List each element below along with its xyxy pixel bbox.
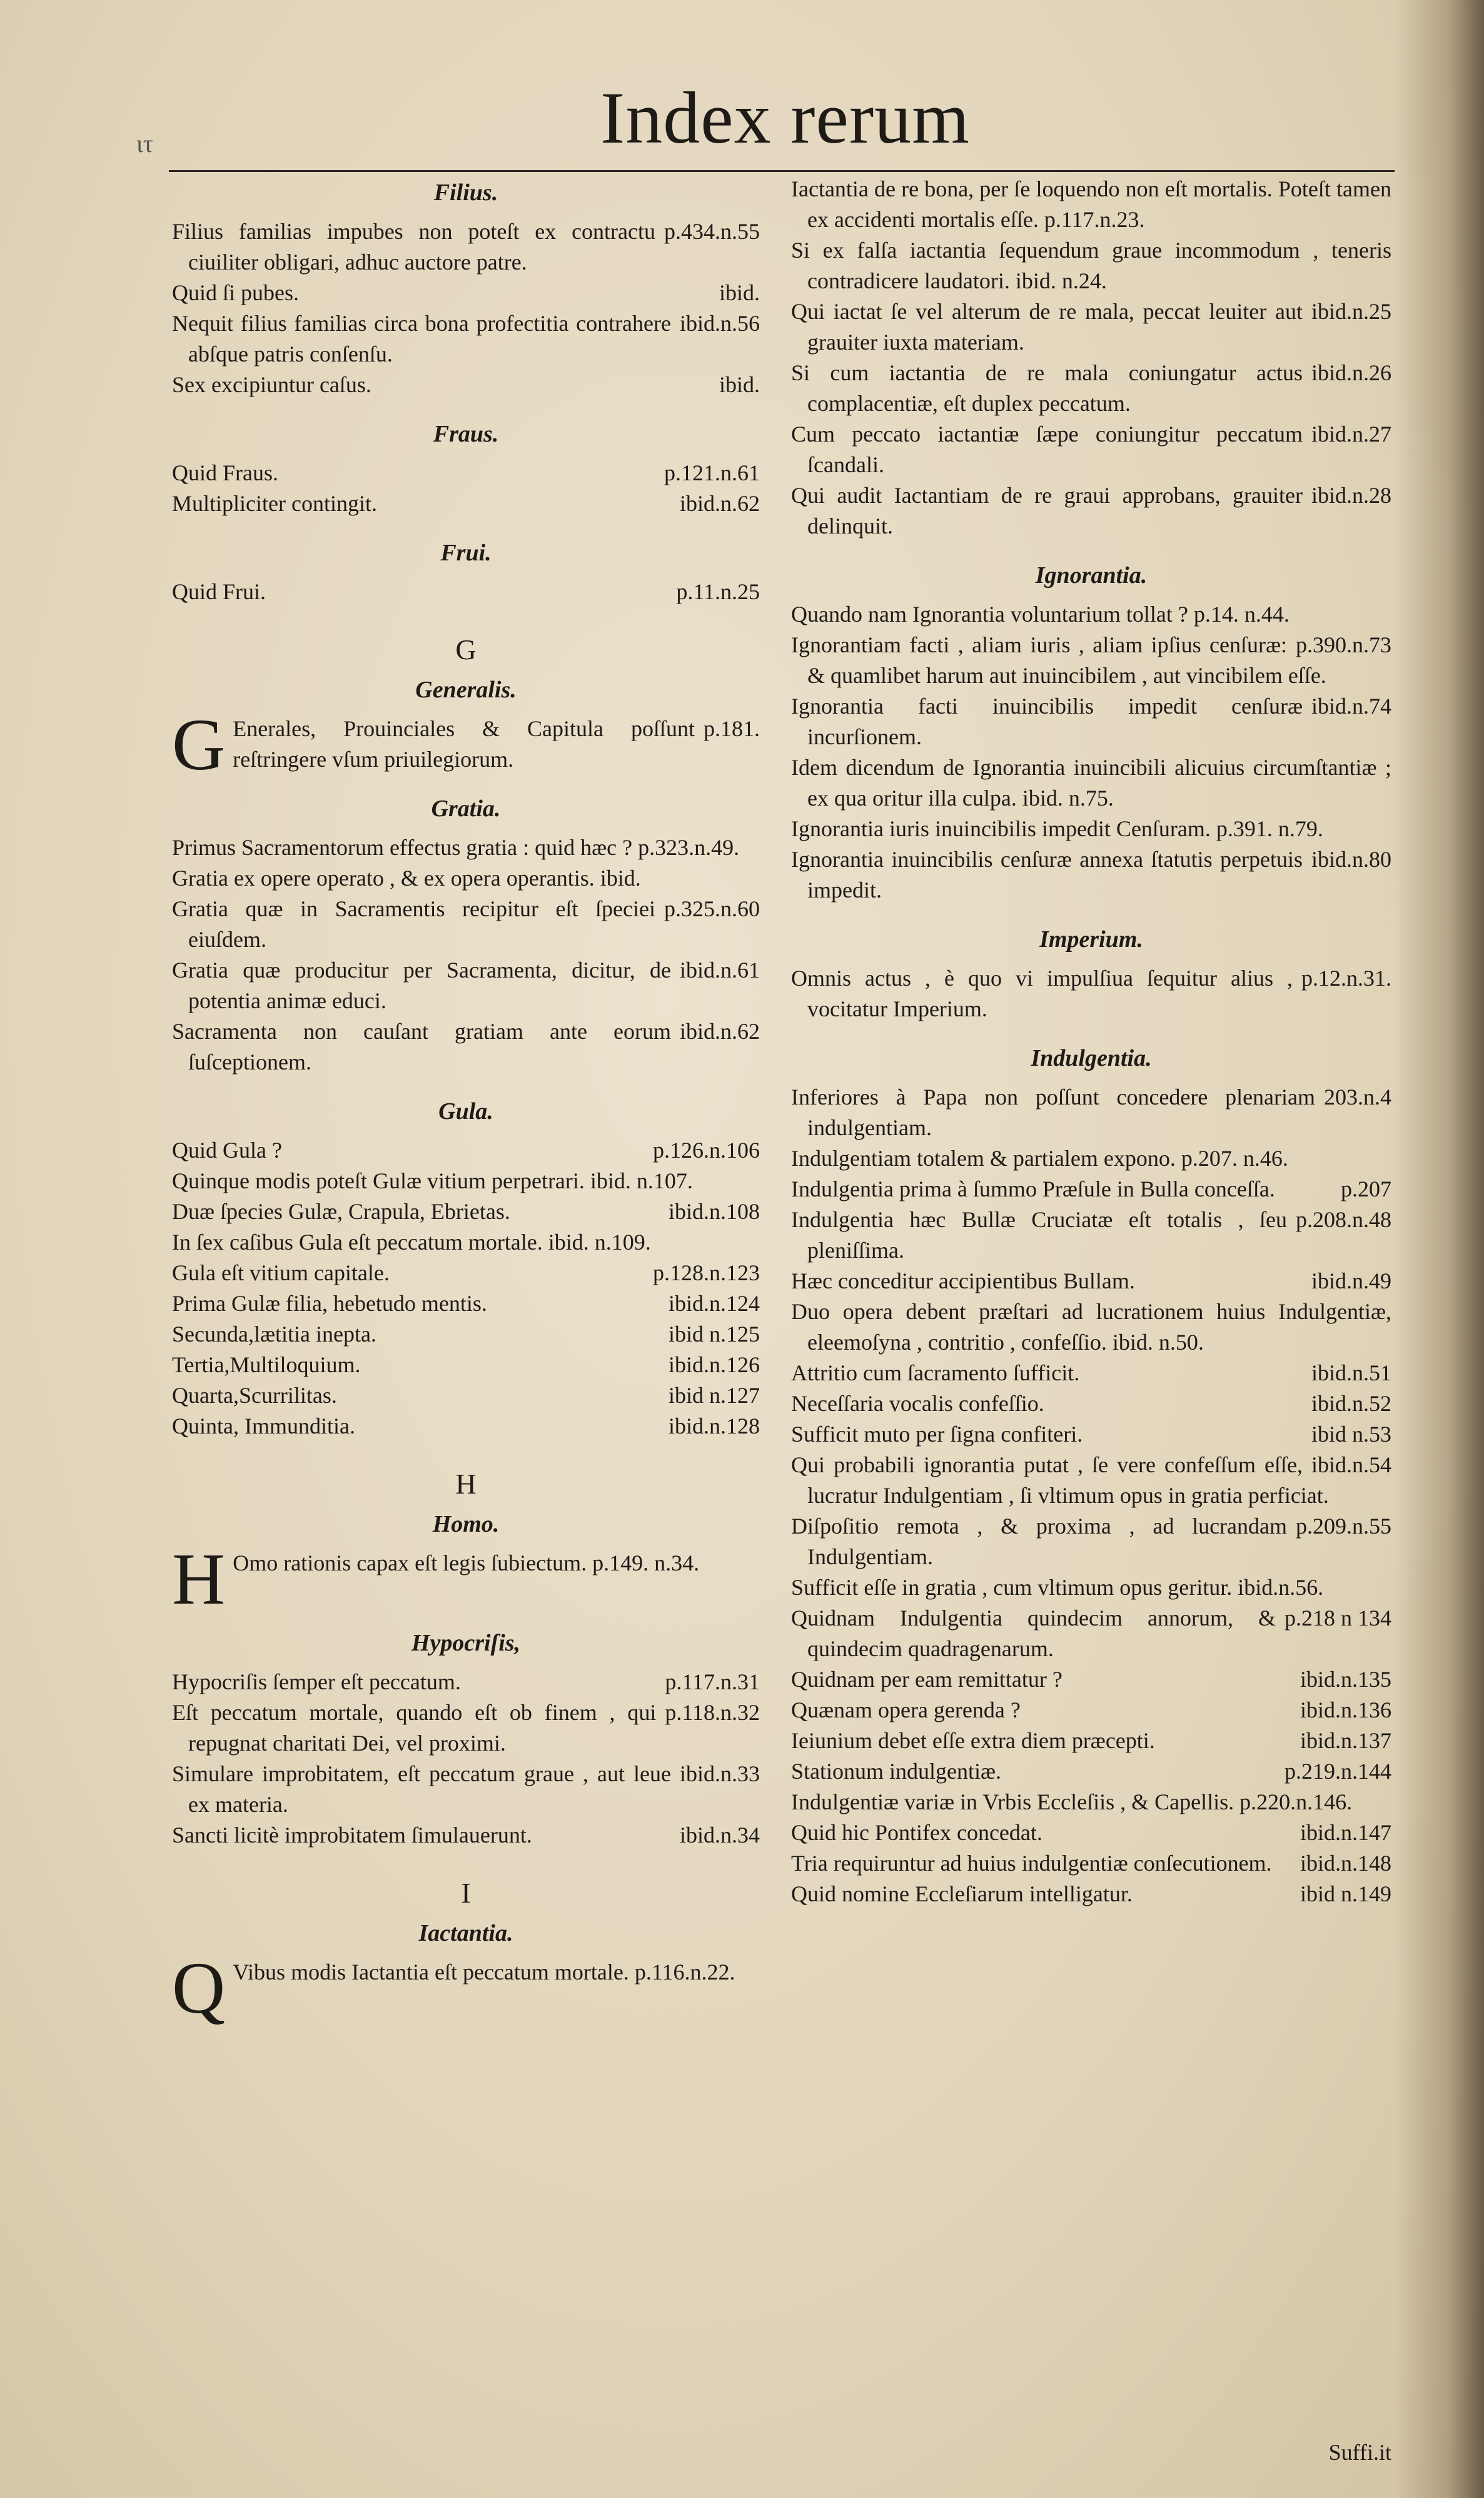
page-reference: p.219.n.144 (1285, 1759, 1391, 1784)
entry-text: Prima Gulæ filia, hebetudo mentis. (172, 1291, 487, 1316)
page-reference: ibid.n.54 (1311, 1452, 1391, 1477)
right-column (791, 174, 1391, 1924)
index-entry (791, 1358, 1391, 1388)
page-reference: ibid.n.147 (1300, 1820, 1391, 1845)
index-entry (172, 1166, 760, 1196)
page-reference: ibid.n.56 (679, 311, 760, 336)
left-column (172, 174, 760, 2033)
entry-text: Quinta, Immunditia. (172, 1413, 355, 1439)
entry-text: Primus Sacramentorum effectus gratia : quid hæc ? p.323.n.49. (172, 835, 740, 860)
entry-text: Sufficit muto per ſigna confiteri. (791, 1422, 1083, 1447)
entry-text: Si cum iactantia de re mala coniungatur actus complacentiæ, eſt duplex peccatum. (791, 360, 1303, 416)
section-gap (172, 1078, 760, 1093)
index-entry (791, 1205, 1391, 1266)
index-entry (172, 1820, 760, 1851)
entry-text: Multipliciter contingit. (172, 491, 377, 516)
index-entry (791, 1818, 1391, 1848)
entry-text: Sufficit eſſe in gratia , cum vltimum opus geritur. ibid.n.56. (791, 1575, 1324, 1600)
page-reference: p.325.n.60 (664, 896, 760, 921)
index-section (172, 631, 760, 669)
entry-text: Vibus modis Iactantia eſt peccatum mortale. p.116.n.22. (233, 1959, 735, 1985)
page-edge-shadow (1395, 0, 1484, 2498)
index-entry (172, 458, 760, 488)
section-heading: Homo. (432, 1511, 500, 1537)
section-heading: Ignorantia. (1035, 562, 1148, 589)
entry-text: Ignorantiam facti , aliam iuris , aliam ipſius cenſuræ: & quamlibet harum aut inuincibilem , aut vincibilem eſſe. (791, 632, 1326, 688)
section-gap (172, 1609, 760, 1624)
entry-text: Quidnam per eam remittatur ? (791, 1667, 1063, 1692)
index-entry (172, 1538, 760, 1620)
entry-text: Tertia,Multiloquium. (172, 1352, 361, 1377)
page-reference: p.390.n.73 (1296, 632, 1391, 657)
index-entry (791, 1879, 1391, 1909)
drop-cap: H (172, 1538, 226, 1620)
entry-text: Indulgentiæ variæ in Vrbis Eccleſiis , & Capellis. p.220.n.146. (791, 1789, 1353, 1814)
index-entry (791, 174, 1391, 235)
page-title: Index rerum (600, 77, 970, 159)
page-reference: ibid n.127 (668, 1383, 760, 1408)
page-reference: ibid.n.62 (679, 1019, 760, 1044)
entry-text: Quid Fraus. (172, 460, 278, 485)
index-entry (172, 1288, 760, 1319)
index-entry (172, 1196, 760, 1227)
entry-text: Quid nomine Eccleſiarum intelligatur. (791, 1881, 1133, 1906)
entry-text: Tria requiruntur ad huius indulgentiæ conſecutionem. (791, 1851, 1272, 1876)
page-reference: p.434.n.55 (664, 219, 760, 244)
index-entry (172, 1227, 760, 1258)
entry-text: Duo opera debent præſtari ad lucrationem huius Indulgentiæ, eleemoſyna , contritio , confeſſio. ibid. n.50. (791, 1299, 1391, 1355)
index-entry (791, 691, 1391, 752)
entry-text: Quidnam Indulgentia quindecim annorum, & quindecim quadragenarum. (791, 1605, 1276, 1661)
page-reference: p.218 n 134 (1285, 1605, 1391, 1631)
section-gap (172, 400, 760, 415)
index-section (172, 1095, 760, 1457)
entry-text: Indulgentia hæc Bullæ Cruciatæ eſt totalis , ſeu pleniſſima. (791, 1207, 1287, 1263)
index-entry (791, 296, 1391, 358)
index-entry (791, 1848, 1391, 1879)
page-reference: ibid.n.108 (668, 1199, 760, 1224)
page-reference: p.209.n.55 (1296, 1514, 1391, 1539)
index-entry (172, 1380, 760, 1411)
page-reference: ibid.n.74 (1311, 694, 1391, 719)
index-entry (172, 1697, 760, 1759)
entry-text: Ignorantia iuris inuincibilis impedit Cenſuram. p.391. n.79. (791, 816, 1323, 841)
index-entry (172, 1759, 760, 1820)
index-section (172, 1508, 760, 1624)
entry-text: In ſex caſibus Gula eſt peccatum mortale. ibid. n.109. (172, 1230, 651, 1255)
entry-text: Idem dicendum de Ignorantia inuincibili alicuius circumſtantiæ ; ex qua oritur illa culpa. ibid. n.75. (791, 755, 1391, 811)
section-gap (172, 1442, 760, 1457)
page-reference: ibid.n.128 (668, 1413, 760, 1439)
entry-text: Iactantia de re bona, per ſe loquendo non eſt mortalis. Poteſt tamen ex accidenti mortalis eſſe. p.117.n.23. (791, 176, 1391, 232)
section-heading: Indulgentia. (1031, 1045, 1152, 1071)
entry-text: Gratia quæ producitur per Sacramenta, dicitur, de potentia animæ educi. (172, 958, 671, 1013)
index-entry (791, 1082, 1391, 1143)
entry-text: Si ex falſa iactantia ſequendum graue incommodum , teneris contradicere laudatori. ibid. n.24. (791, 238, 1391, 293)
entry-text: Qui probabili ignorantia putat , ſe vere confeſſum eſſe, lucratur Indulgentiam , ſi vltimum opus in gratia perficiat. (791, 1452, 1329, 1508)
section-heading: Imperium. (1039, 926, 1143, 953)
entry-text: Stationum indulgentiæ. (791, 1759, 1002, 1784)
entry-text: Ignorantia inuincibilis cenſuræ annexa ſtatutis perpetuis impedit. (791, 847, 1303, 903)
index-entry (172, 488, 760, 519)
entry-text: Nequit filius familias circa bona profectitia contrahere abſque patris conſenſu. (172, 311, 671, 367)
index-section (791, 923, 1391, 1039)
page-reference: p.11.n.25 (676, 579, 760, 604)
entry-text: Omo rationis capax eſt legis ſubiectum. p.149. n.34. (233, 1550, 700, 1575)
index-entry (172, 894, 760, 955)
index-entry (791, 844, 1391, 906)
section-gap (172, 775, 760, 790)
page-reference: ibid. (719, 280, 760, 305)
index-entry (791, 1695, 1391, 1726)
entry-text: Indulgentia prima à ſummo Præſule in Bulla conceſſa. (791, 1176, 1275, 1201)
index-entry (172, 1016, 760, 1078)
entry-text: Quid hic Pontifex concedat. (791, 1820, 1042, 1845)
entry-text: Quid Frui. (172, 579, 266, 604)
page-reference: ibid.n.28 (1311, 483, 1391, 508)
index-entry (172, 308, 760, 370)
page-reference: ibid.n.80 (1311, 847, 1391, 872)
index-section (791, 1042, 1391, 1924)
page-reference: p.207 (1341, 1176, 1391, 1201)
section-heading: Fraus. (433, 421, 499, 447)
index-entry (172, 863, 760, 894)
entry-text: Sancti licitè improbitatem ſimulauerunt. (172, 1823, 532, 1848)
section-heading: Gula. (438, 1098, 493, 1125)
section-letter: I (461, 1877, 471, 1909)
index-entry (172, 955, 760, 1016)
page-reference: ibid. (719, 372, 760, 397)
entry-text: Enerales, Prouinciales & Capitula poſſunt reſtringere vſum priuilegiorum. (233, 716, 695, 772)
page-reference: ibid.n.33 (679, 1761, 760, 1786)
index-entry (172, 577, 760, 607)
index-section (172, 1627, 760, 1866)
page-reference: p.121.n.61 (664, 460, 760, 485)
entry-text: Cum peccato iactantiæ ſæpe coniungitur peccatum ſcandali. (791, 422, 1303, 477)
entry-text: Gratia ex opere operato , & ex opera operantis. ibid. (172, 866, 641, 891)
entry-text: Sex excipiuntur caſus. (172, 372, 371, 397)
page-reference: ibid n.53 (1311, 1422, 1391, 1447)
section-gap (791, 1909, 1391, 1924)
section-heading: Iactantia. (418, 1920, 513, 1946)
index-entry (172, 1350, 760, 1380)
entry-text: Omnis actus , è quo vi impulſiua ſequitur alius , vocitatur Imperium. (791, 966, 1293, 1021)
entry-text: Ignorantia facti inuincibilis impedit cenſuræ incurſionem. (791, 694, 1303, 749)
entry-text: Qui audit Iactantiam de re graui approbans, grauiter delinquit. (791, 483, 1303, 539)
page-reference: 203.n.4 (1324, 1085, 1391, 1110)
index-entry (791, 1143, 1391, 1174)
index-entry (791, 963, 1391, 1024)
section-letter: G (455, 634, 477, 665)
corner-mark: ιτ (136, 129, 153, 158)
index-section (172, 674, 760, 790)
index-section (172, 537, 760, 622)
entry-text: Sacramenta non cauſant gratiam ante eorum ſuſceptionem. (172, 1019, 671, 1075)
section-heading: Gratia. (431, 796, 501, 822)
index-entry (791, 1174, 1391, 1205)
page-reference: ibid.n.135 (1300, 1667, 1391, 1692)
index-entry (172, 1411, 760, 1442)
section-heading: Frui. (440, 540, 492, 566)
page-reference: ibid.n.27 (1311, 422, 1391, 447)
section-gap (791, 1024, 1391, 1039)
entry-text: Duæ ſpecies Gulæ, Crapula, Ebrietas. (172, 1199, 510, 1224)
index-entry (791, 630, 1391, 691)
entry-text: Indulgentiam totalem & partialem expono. p.207. n.46. (791, 1146, 1288, 1171)
drop-cap: Q (172, 1947, 226, 2029)
page-reference: ibid.n.136 (1300, 1697, 1391, 1722)
index-section (791, 559, 1391, 921)
page-reference: ibid.n.34 (679, 1823, 760, 1848)
entry-text: Neceſſaria vocalis confeſſio. (791, 1391, 1044, 1416)
entry-text: Hypocriſis ſemper eſt peccatum. (172, 1669, 461, 1694)
index-entry (791, 1572, 1391, 1603)
drop-cap: G (172, 704, 226, 786)
page-reference: ibid.n.61 (679, 958, 760, 983)
entry-text: Filius familias impubes non poteſt ex contractu ciuiliter obligari, adhuc auctore patre. (172, 219, 655, 275)
index-entry (172, 216, 760, 278)
entry-text: Inferiores à Papa non poſſunt concedere plenariam indulgentiam. (791, 1085, 1315, 1140)
index-entry (172, 370, 760, 400)
index-entry (172, 1667, 760, 1697)
index-entry (791, 1266, 1391, 1297)
entry-text: Eſt peccatum mortale, quando eſt ob finem , qui repugnat charitati Dei, vel proximi. (172, 1700, 657, 1756)
index-entry (791, 814, 1391, 844)
page-reference: ibid.n.26 (1311, 360, 1391, 385)
page-reference: ibid.n.62 (679, 491, 760, 516)
index-entry (791, 235, 1391, 296)
entry-text: Diſpoſitio remota , & proxima , ad lucrandam Indulgentiam. (791, 1514, 1287, 1569)
entry-text: Quid Gula ? (172, 1138, 282, 1163)
page-reference: ibid.n.49 (1311, 1268, 1391, 1293)
page-reference: ibid.n.148 (1300, 1851, 1391, 1876)
entry-text: Hæc conceditur accipientibus Bullam. (791, 1268, 1135, 1293)
section-letter: H (455, 1468, 477, 1500)
page-reference: p.208.n.48 (1296, 1207, 1391, 1232)
entry-text: Attritio cum ſacramento ſufficit. (791, 1360, 1080, 1385)
index-entry (172, 1135, 760, 1166)
index-section (172, 1465, 760, 1503)
index-entry (172, 1947, 760, 2029)
index-entry (172, 704, 760, 786)
page-reference: ibid.n.124 (668, 1291, 760, 1316)
entry-text: Gratia quæ in Sacramentis recipitur eſt ſpeciei eiuſdem. (172, 896, 655, 952)
section-gap (791, 542, 1391, 557)
section-heading: Hypocriſis, (411, 1630, 521, 1656)
entry-text: Quando nam Ignorantia voluntarium tollat ? p.14. n.44. (791, 602, 1290, 627)
page-reference: p.12.n.31. (1301, 966, 1391, 991)
index-entry (791, 1664, 1391, 1695)
entry-text: Quarta,Scurrilitas. (172, 1383, 337, 1408)
page-reference: p.118.n.32 (665, 1700, 760, 1725)
page-reference: ibid.n.25 (1311, 299, 1391, 324)
section-gap (172, 1851, 760, 1866)
index-entry (791, 1726, 1391, 1756)
index-entry (791, 419, 1391, 480)
page-reference: ibid.n.137 (1300, 1728, 1391, 1753)
catchword: Suffi.it (1328, 2440, 1391, 2465)
page-reference: ibid.n.126 (668, 1352, 760, 1377)
index-section (172, 792, 760, 1093)
index-entry (791, 1603, 1391, 1664)
index-entry (791, 1787, 1391, 1818)
page-reference: p.117.n.31 (665, 1669, 760, 1694)
index-entry (791, 1419, 1391, 1450)
index-entry (791, 1388, 1391, 1419)
page-reference: p.126.n.106 (653, 1138, 760, 1163)
entry-text: Secunda,lætitia inepta. (172, 1322, 376, 1347)
entry-text: Quinque modis poteſt Gulæ vitium perpetrari. ibid. n.107. (172, 1168, 693, 1193)
entry-text: Quid ſi pubes. (172, 280, 299, 305)
section-heading: Filius. (433, 180, 498, 206)
section-gap (172, 2018, 760, 2033)
page-reference: p.128.n.123 (653, 1260, 760, 1285)
index-entry (172, 832, 760, 863)
page-reference: ibid n.125 (668, 1322, 760, 1347)
page-reference: ibid.n.51 (1311, 1360, 1391, 1385)
index-entry (172, 1258, 760, 1288)
index-section (172, 176, 760, 415)
section-gap (791, 906, 1391, 921)
page-reference: p.181. (704, 716, 760, 741)
entry-text: Gula eſt vitium capitale. (172, 1260, 390, 1285)
index-entry (791, 1756, 1391, 1787)
entry-text: Qui iactat ſe vel alterum de re mala, peccat leuiter aut grauiter iuxta materiam. (791, 299, 1303, 355)
title-rule (169, 170, 1395, 172)
entry-text: Simulare improbitatem, eſt peccatum graue , aut leue ex materia. (172, 1761, 671, 1817)
index-entry (791, 480, 1391, 542)
index-entry (791, 599, 1391, 630)
index-section (172, 1874, 760, 1912)
index-section (172, 1917, 760, 2033)
index-entry (791, 1511, 1391, 1572)
index-entry (791, 752, 1391, 814)
section-gap (172, 519, 760, 534)
page-reference: ibid n.149 (1300, 1881, 1391, 1906)
page-reference: ibid.n.52 (1311, 1391, 1391, 1416)
index-section (791, 174, 1391, 557)
entry-text: Ieiunium debet eſſe extra diem præcepti. (791, 1728, 1155, 1753)
index-entry (172, 1319, 760, 1350)
section-gap (172, 607, 760, 622)
index-entry (791, 1297, 1391, 1358)
index-entry (791, 1450, 1391, 1511)
index-entry (172, 278, 760, 308)
entry-text: Quænam opera gerenda ? (791, 1697, 1021, 1722)
index-section (172, 418, 760, 534)
index-entry (791, 358, 1391, 419)
section-heading: Generalis. (415, 677, 517, 703)
